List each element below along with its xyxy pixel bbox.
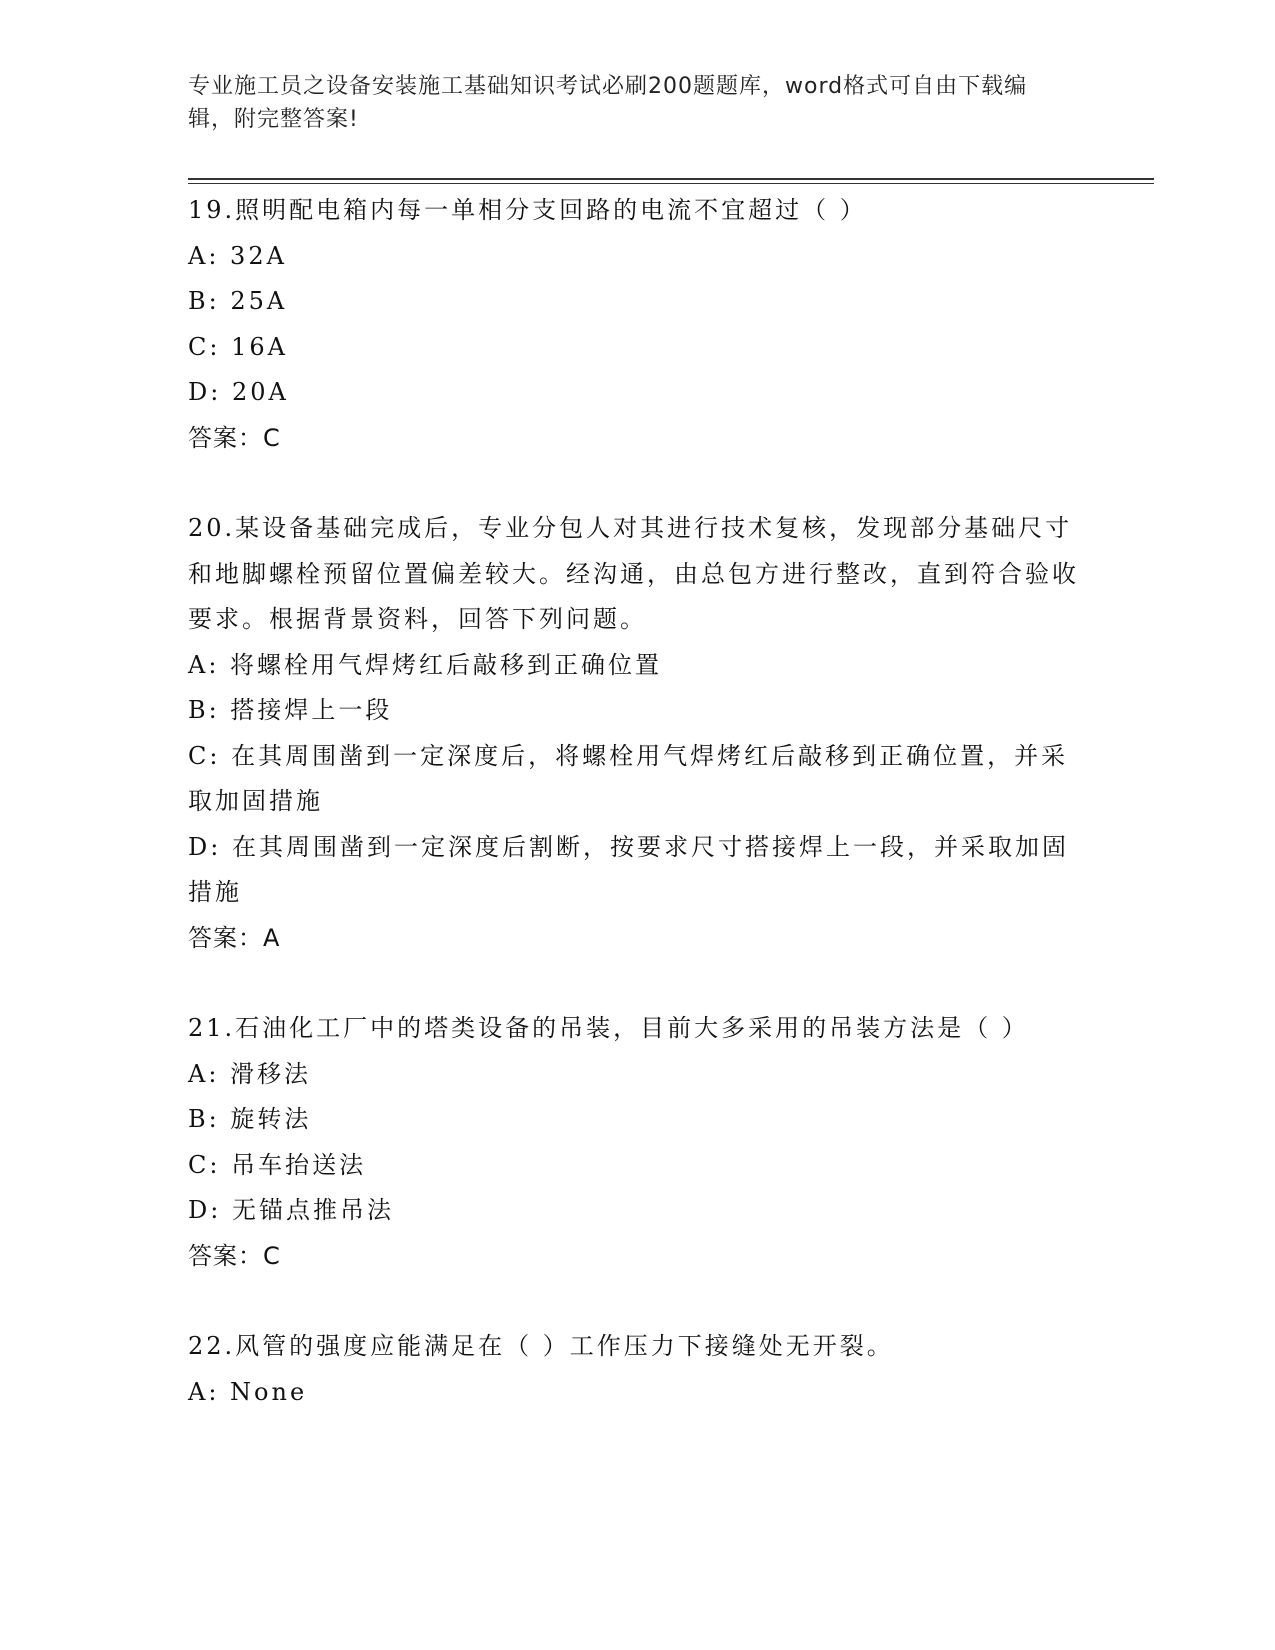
question-22: [188, 1324, 1088, 1415]
option-d: D: 20A: [188, 378, 289, 406]
answer: 答案：C: [188, 423, 281, 452]
option-c: C: 在其周围凿到一定深度后，将螺栓用气焊烤红后敲移到正确位置，并采取加固措施: [188, 741, 1069, 815]
question-spacer: [188, 961, 1088, 1006]
answer: 答案：C: [188, 1241, 281, 1270]
answer: 答案：A: [188, 923, 281, 952]
option-c: C: 吊车抬送法: [188, 1150, 367, 1179]
option-d: D: 在其周围凿到一定深度后割断，按要求尺寸搭接焊上一段，并采取加固措施: [188, 832, 1069, 906]
question-20: [188, 506, 1088, 961]
document-header: 专业施工员之设备安装施工基础知识考试必刷200题题库，word格式可自由下载编辑，附完整答案!: [188, 74, 1028, 132]
option-b: B: 旋转法: [188, 1105, 312, 1133]
question-spacer: [188, 461, 1088, 506]
option-a: A: 将螺栓用气焊烤红后敲移到正确位置: [188, 650, 663, 679]
question-text: 20.某设备基础完成后，专业分包人对其进行技术复核，发现部分基础尺寸和地脚螺栓预留位置偏差较大。经沟通，由总包方进行整改，直到符合验收要求。根据背景资料，回答下列问题。: [188, 514, 1079, 633]
question-list: [188, 188, 1088, 1415]
question-19: [188, 188, 1088, 461]
question-text: 19.照明配电箱内每一单相分支回路的电流不宜超过（ ）: [188, 196, 867, 224]
header-rule-thin: [188, 183, 1154, 184]
option-a: A: 32A: [188, 241, 287, 270]
option-c: C: 16A: [188, 332, 288, 361]
option-b: B: 25A: [188, 287, 288, 315]
option-a: A: 滑移法: [188, 1059, 312, 1088]
option-a: A: None: [188, 1377, 308, 1406]
question-spacer: [188, 1279, 1088, 1324]
option-d: D: 无锚点推吊法: [188, 1196, 394, 1224]
option-b: B: 搭接焊上一段: [188, 696, 393, 724]
question-21: [188, 1006, 1088, 1279]
question-text: 21.石油化工厂中的塔类设备的吊装，目前大多采用的吊装方法是（ ）: [188, 1014, 1029, 1042]
header-rule-thick: [188, 178, 1154, 180]
question-text: 22.风管的强度应能满足在（ ）工作压力下接缝处无开裂。: [188, 1332, 894, 1360]
